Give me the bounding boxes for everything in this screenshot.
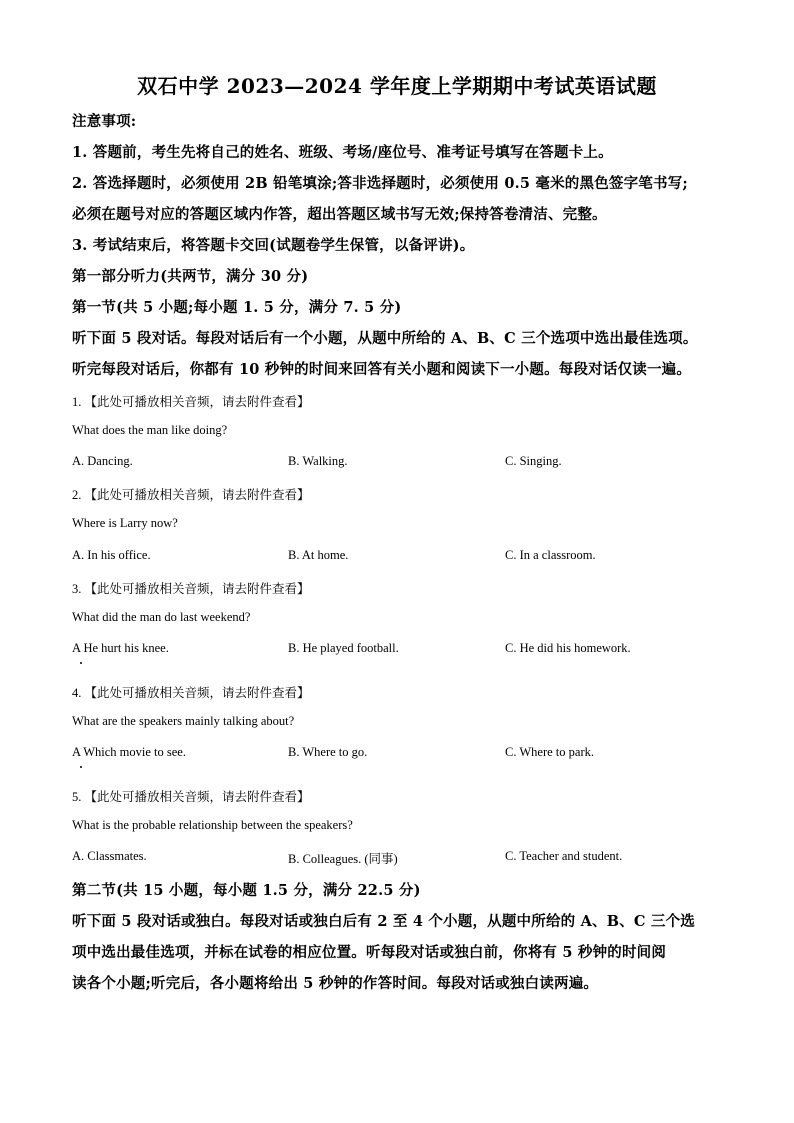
question-5-text: What is the probable relationship between the speakers? (72, 818, 353, 832)
q3-option-a: A He hurt his knee. (72, 641, 169, 655)
q2-option-a: A. In his office. (72, 548, 151, 562)
question-2-text: Where is Larry now? (72, 516, 178, 530)
notice-item-2-cont: 必须在题号对应的答题区域内作答，超出答题区域书写无效;保持答卷清洁、完整。 (72, 206, 607, 223)
question-4-text: What are the speakers mainly talking about? (72, 714, 295, 728)
notice-item-2: 2. 答选择题时，必须使用 2B 铅笔填涂;答非选择题时，必须使用 0.5 毫米的黑色签字笔书写; (72, 175, 688, 192)
q3-option-c: C. He did his homework. (505, 641, 631, 655)
audio-placeholder-4: 4. 【此处可播放相关音频，请去附件查看】 (72, 686, 310, 700)
section2-heading: 第二节(共 15 小题，每小题 1.5 分，满分 22.5 分) (72, 882, 421, 899)
audio-placeholder-5: 5. 【此处可播放相关音频，请去附件查看】 (72, 790, 310, 804)
part1-heading: 第一部分听力(共两节，满分 30 分) (72, 268, 309, 285)
audio-placeholder-2: 2. 【此处可播放相关音频，请去附件查看】 (72, 488, 310, 502)
section1-instruction-1: 听下面 5 段对话。每段对话后有一个小题，从题中所给的 A、B、C 三个选项中选出最佳选项。 (72, 330, 698, 347)
q2-option-b: B. At home. (288, 548, 349, 562)
question-1-text: What does the man like doing? (72, 423, 228, 437)
q2-option-c: C. In a classroom. (505, 548, 596, 562)
section2-instruction-1: 听下面 5 段对话或独白。每段对话或独白后有 2 至 4 个小题，从题中所给的 A、B、C 三个选 (72, 913, 695, 930)
q4-option-b: B. Where to go. (288, 745, 368, 759)
page-title: 双石中学 2023—2024 学年度上学期期中考试英语试题 (137, 74, 657, 98)
section2-instruction-3: 读各个小题;听完后，各小题将给出 5 秒钟的作答时间。每段对话或独白读两遍。 (72, 975, 599, 992)
stray-dot-mark (80, 662, 82, 664)
section2-instruction-2: 项中选出最佳选项，并标在试卷的相应位置。听每段对话或独白前，你将有 5 秒钟的时间阅 (72, 944, 667, 961)
q4-option-a: A Which movie to see. (72, 745, 186, 759)
q1-option-b: B. Walking. (288, 454, 348, 468)
q5-option-c: C. Teacher and student. (505, 849, 623, 863)
stray-dot-mark (80, 766, 82, 768)
q1-option-a: A. Dancing. (72, 454, 133, 468)
notice-item-3: 3. 考试结束后，将答题卡交回(试题卷学生保管，以备评讲)。 (72, 237, 475, 254)
q1-option-c: C. Singing. (505, 454, 562, 468)
notice-heading: 注意事项: (72, 113, 137, 130)
q5-option-a: A. Classmates. (72, 849, 147, 863)
audio-placeholder-3: 3. 【此处可播放相关音频，请去附件查看】 (72, 582, 310, 596)
q5-option-b: B. Colleagues. (同事) (288, 852, 398, 866)
notice-item-1: 1. 答题前，考生先将自己的姓名、班级、考场/座位号、准考证号填写在答题卡上。 (72, 144, 613, 161)
question-3-text: What did the man do last weekend? (72, 610, 251, 624)
audio-placeholder-1: 1. 【此处可播放相关音频，请去附件查看】 (72, 395, 310, 409)
section1-instruction-2: 听完每段对话后，你都有 10 秒钟的时间来回答有关小题和阅读下一小题。每段对话仅读一遍。 (72, 361, 692, 378)
q4-option-c: C. Where to park. (505, 745, 594, 759)
section1-heading: 第一节(共 5 小题;每小题 1. 5 分，满分 7. 5 分) (72, 299, 402, 316)
q3-option-b: B. He played football. (288, 641, 399, 655)
